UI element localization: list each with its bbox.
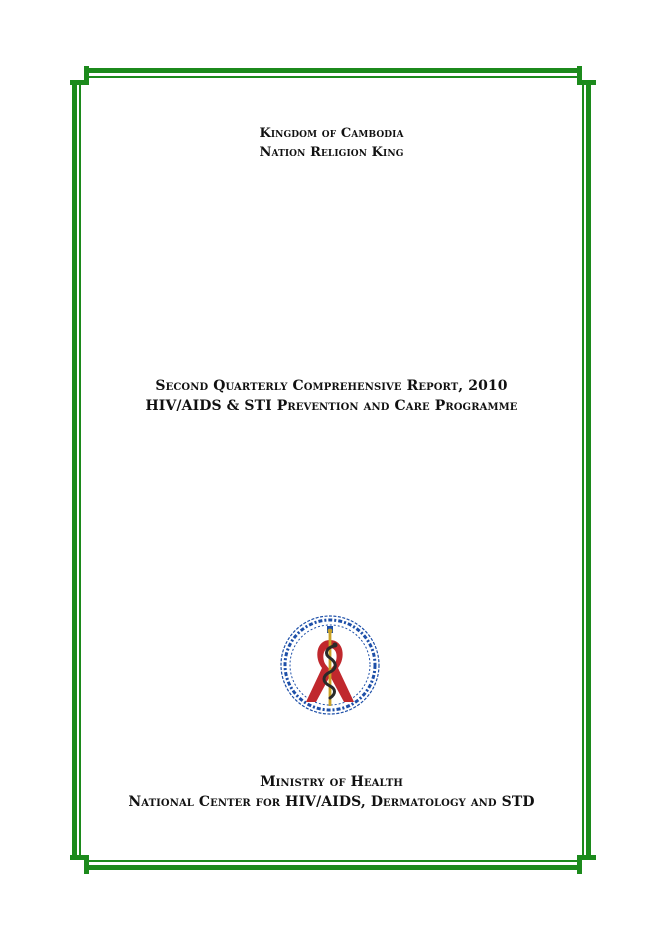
footer-block [82, 772, 581, 812]
border-corner-top-left [70, 66, 89, 85]
report-subtitle: HIV/AIDS & STI Prevention and Care Programme [145, 398, 518, 414]
ministry-emblem-icon [272, 610, 388, 720]
border-corner-top-right [577, 66, 596, 85]
header-motto: Nation Religion King [259, 145, 404, 160]
header-block [82, 124, 581, 162]
header-kingdom: Kingdom of Cambodia [259, 126, 404, 141]
report-title-block [82, 376, 581, 416]
border-corner-bottom-right [577, 855, 596, 874]
report-title: Second Quarterly Comprehensive Report, 2010 [155, 378, 508, 394]
page-border-inner [79, 76, 584, 862]
center-name: National Center for HIV/AIDS, Dermatology and STD [128, 794, 535, 810]
border-corner-bottom-left [70, 855, 89, 874]
ministry-name: Ministry of Health [260, 774, 403, 790]
